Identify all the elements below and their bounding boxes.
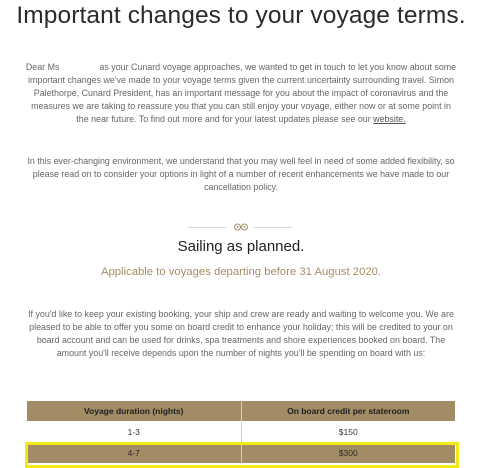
credit-table xyxy=(27,401,455,463)
flexibility-paragraph: In this ever-changing environment, we understand that you may well feel in need of some added flexibility, so please read on to consider your options in light of a number of recent enhancements we have made to our cancellation policy. xyxy=(27,156,455,192)
sailing-paragraph: If you'd like to keep your existing booking, your ship and crew are ready and waiting to welcome you. We are pleased to be able to offer you some on board credit to enhance your holiday; this will be credited to your on board account and can be used for drinks, spa treatments and shore experiences booked on board. The amount you'll receive depends upon the number of nights you'll be spending on board with us: xyxy=(28,309,454,358)
section-subtitle: Applicable to voyages departing before 31 August 2020. xyxy=(100,266,382,278)
duration-cell: 1-3 xyxy=(27,421,241,442)
intro-paragraph xyxy=(24,61,458,126)
salutation: Dear Ms xyxy=(25,62,60,72)
credit-cell: $150 xyxy=(241,421,455,442)
table-row xyxy=(27,421,455,442)
credit-cell: $300 xyxy=(241,442,455,463)
table-header-row xyxy=(27,401,455,421)
header-duration: Voyage duration (nights) xyxy=(27,401,241,421)
divider-left xyxy=(188,227,226,228)
email-headline: Important changes to your voyage terms. xyxy=(16,2,466,29)
duration-cell: 4-7 xyxy=(27,442,241,463)
divider-right xyxy=(254,227,292,228)
website-link[interactable]: website. xyxy=(373,114,406,124)
header-credit: On board credit per stateroom xyxy=(241,401,455,421)
intro-text: as your Cunard voyage approaches, we wanted to get in touch to let you know about some important changes we've made to your voyage terms given the current uncertainty surrounding travel. Simon Palethorpe, Cunard President, has an important message for you about the impact of coronavirus and the measures we are taking to reassure you that you can still enjoy your voyage, either now or at some point in the near future. To find out more and for your latest updates please see our xyxy=(28,62,457,124)
ornament-icon xyxy=(231,222,251,232)
table-row xyxy=(27,442,455,463)
section-title: Sailing as planned. xyxy=(177,238,305,255)
